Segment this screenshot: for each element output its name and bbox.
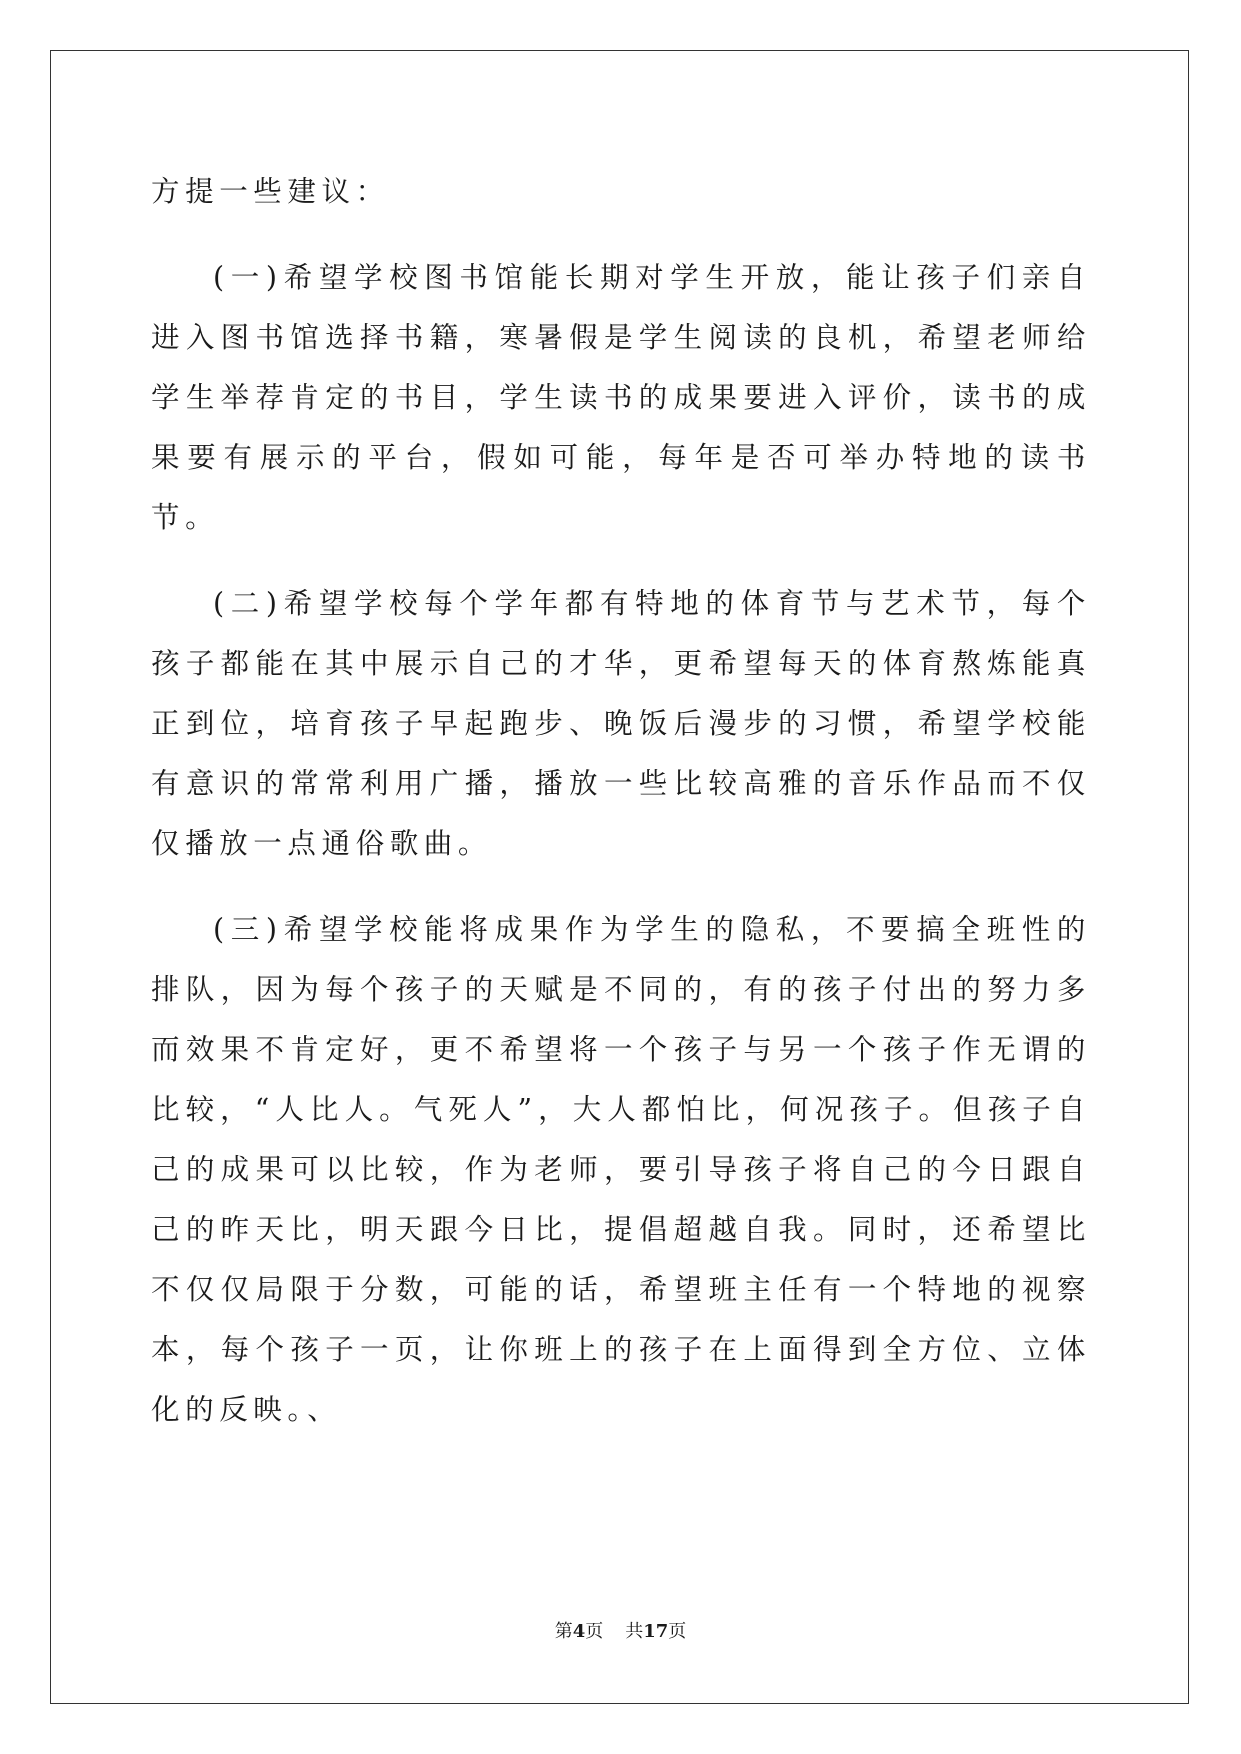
footer-page-suffix: 页 <box>585 1621 604 1642</box>
document-body <box>151 162 1091 1466</box>
total-pages: 17 <box>643 1621 669 1642</box>
footer-prefix: 第 <box>554 1621 573 1642</box>
page-number: 4 <box>572 1621 586 1642</box>
paragraph-intro: 方提一些建议： <box>151 175 390 208</box>
footer-total-prefix: 共 <box>625 1621 644 1642</box>
page-footer <box>0 1617 1241 1643</box>
footer-total-suffix: 页 <box>668 1621 687 1642</box>
paragraph-suggestion-1: (一)希望学校图书馆能长期对学生开放，能让孩子们亲自进入图书馆选择书籍，寒暑假是学生阅读的良机，希望老师给学生举荐肯定的书目，学生读书的成果要进入评价，读书的成果要有展示的平台，假如可能，每年是否可举办特地的读书节。 <box>151 261 1091 534</box>
paragraph-suggestion-2: (二)希望学校每个学年都有特地的体育节与艺术节，每个孩子都能在其中展示自己的才华，更希望每天的体育熬炼能真正到位，培育孩子早起跑步、晚饭后漫步的习惯，希望学校能有意识的常常利用广播，播放一些比较高雅的音乐作品而不仅仅播放一点通俗歌曲。 <box>151 587 1091 860</box>
paragraph-suggestion-3: (三)希望学校能将成果作为学生的隐私，不要搞全班性的排队，因为每个孩子的天赋是不同的，有的孩子付出的努力多而效果不肯定好，更不希望将一个孩子与另一个孩子作无谓的比较，“人比人。气死人”，大人都怕比，何况孩子。但孩子自己的成果可以比较，作为老师，要引导孩子将自己的今日跟自己的昨天比，明天跟今日比，提倡超越自我。同时，还希望比不仅仅局限于分数，可能的话，希望班主任有一个特地的视察本，每个孩子一页，让你班上的孩子在上面得到全方位、立体化的反映。、 <box>151 913 1091 1426</box>
